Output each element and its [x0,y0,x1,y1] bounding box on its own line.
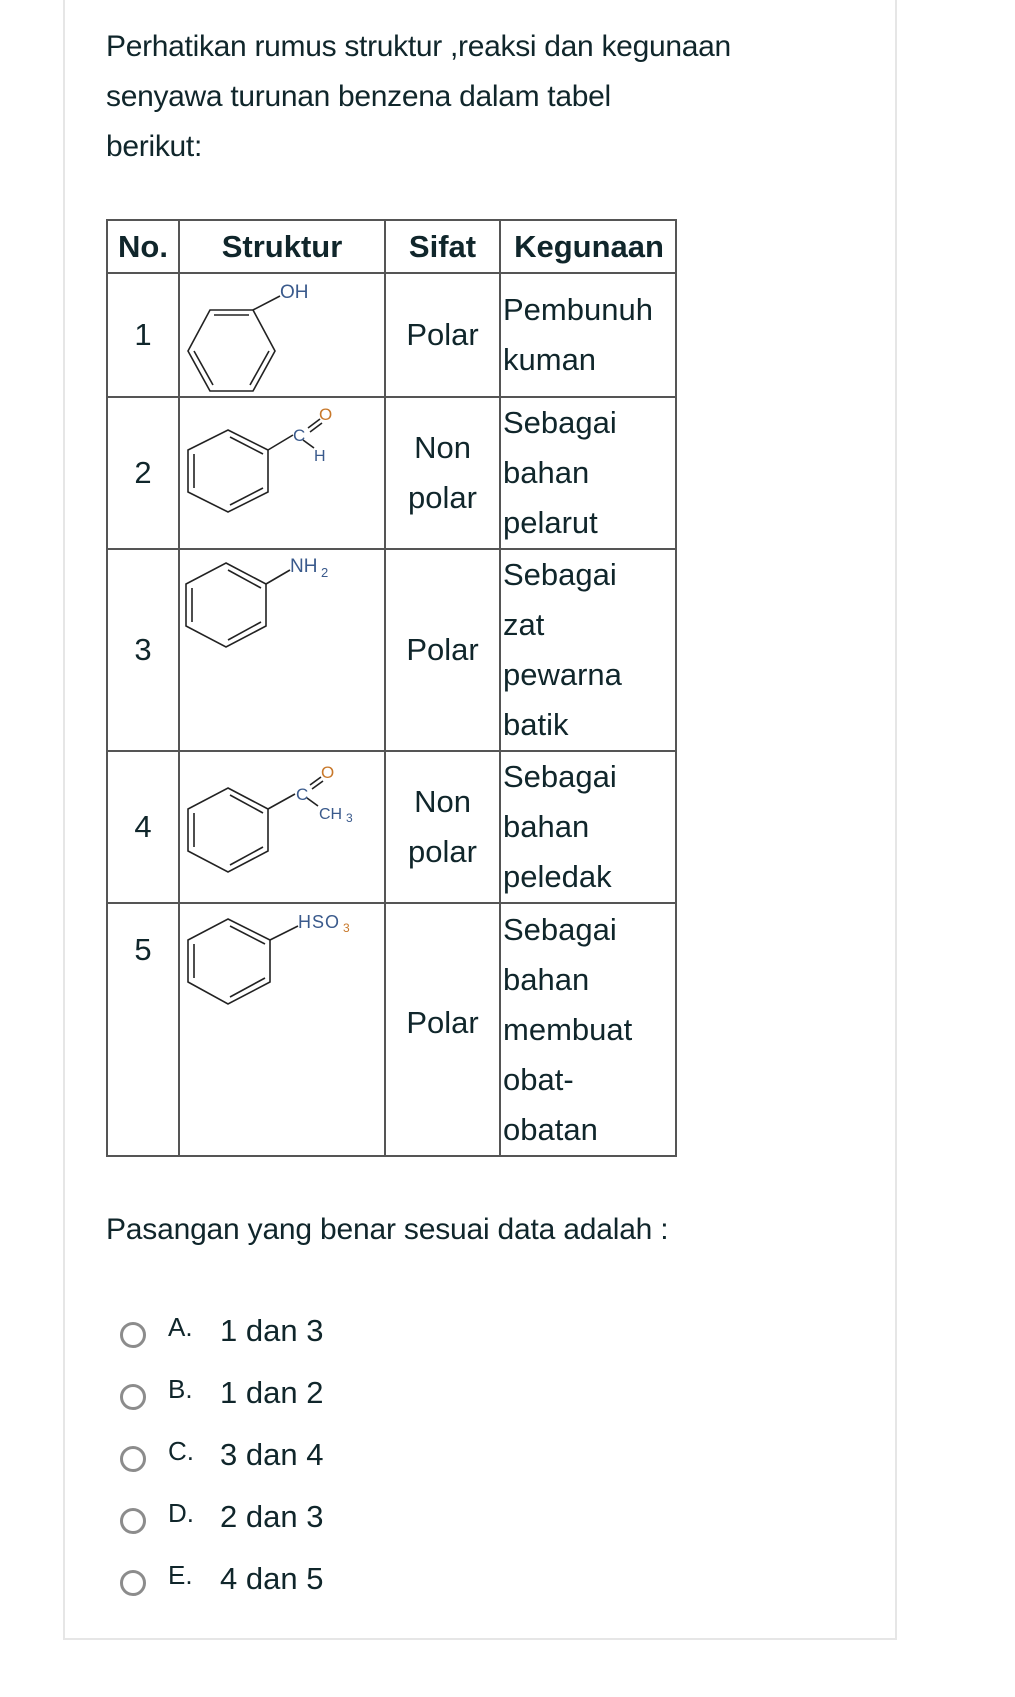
kegunaan-cell [500,273,676,397]
svg-text:C: C [296,785,309,804]
question-prompt: Pasangan yang benar sesuai data adalah : [106,1213,669,1246]
table-header-row [107,220,676,273]
radio-button-icon[interactable] [120,1446,146,1472]
kegunaan-text: Sebagai [503,911,617,947]
option-letter: B. [168,1373,193,1404]
option-b[interactable] [120,1362,323,1424]
sifat-text: polar [408,480,477,515]
radio-button-icon[interactable] [120,1384,146,1410]
kegunaan-text: Sebagai [503,557,617,592]
option-c[interactable] [120,1424,323,1486]
question-intro [106,22,866,172]
option-letter: A. [168,1311,193,1342]
sifat-text: Polar [406,1005,479,1040]
option-e[interactable] [120,1548,323,1610]
kegunaan-text: membuat [503,1011,633,1047]
sifat-text: polar [408,834,477,869]
kegunaan-cell [500,751,676,903]
sifat-cell [385,549,500,751]
sifat-cell [385,397,500,549]
structure-cell [179,549,385,751]
table-row [107,751,676,903]
option-d[interactable] [120,1486,323,1548]
option-letter: E. [168,1559,193,1590]
kegunaan-text: Sebagai [503,759,617,794]
sifat-text: Non [414,430,471,465]
kegunaan-cell [500,549,676,751]
kegunaan-text: peledak [503,859,612,894]
option-text[interactable]: 1 dan 3 [220,1313,324,1348]
intro-line: Perhatikan rumus struktur ,reaksi dan kegunaan [106,30,731,63]
kegunaan-cell [500,903,676,1156]
svg-text:O: O [321,763,335,782]
row-number: 2 [107,397,179,549]
kegunaan-text: zat [503,607,545,642]
structure-cell [179,751,385,903]
svg-text:3: 3 [343,921,350,935]
row-number: 3 [107,549,179,751]
row-number: 4 [107,751,179,903]
table-row [107,273,676,397]
option-text[interactable]: 3 dan 4 [220,1437,324,1472]
header-kegunaan: Kegunaan [500,220,676,273]
option-text[interactable]: 1 dan 2 [220,1375,324,1410]
phenol-structure-icon [180,274,384,396]
kegunaan-text: Sebagai [503,405,617,440]
table-row [107,397,676,549]
option-text[interactable]: 2 dan 3 [220,1499,324,1534]
benzene-derivatives-table [106,219,677,1157]
svg-text:H: H [314,448,326,465]
sifat-text: Non [414,784,471,819]
header-struktur: Struktur [179,220,385,273]
header-no: No. [107,220,179,273]
table-row [107,903,676,1156]
structure-cell [179,273,385,397]
answer-options [120,1300,323,1610]
header-sifat: Sifat [385,220,500,273]
kegunaan-text: kuman [503,342,597,377]
radio-button-icon[interactable] [120,1508,146,1534]
row-number: 1 [107,273,179,397]
row-number: 5 [107,903,179,1156]
option-text[interactable]: 4 dan 5 [220,1561,324,1596]
svg-text:NH: NH [290,556,318,577]
svg-text:C: C [293,426,306,445]
intro-line: berikut: [106,130,202,163]
acetophenone-structure-icon [180,752,384,902]
kegunaan-text: pelarut [503,505,598,540]
svg-text:HSO: HSO [298,912,341,932]
benzaldehyde-structure-icon [180,398,384,548]
kegunaan-text: bahan [503,455,590,490]
kegunaan-text: pewarna [503,657,622,692]
aniline-structure-icon [180,550,384,670]
option-a[interactable] [120,1300,323,1362]
sifat-cell [385,273,500,397]
table-row [107,549,676,751]
option-letter: D. [168,1497,194,1528]
kegunaan-text: bahan [503,961,590,997]
svg-text:3: 3 [346,811,353,825]
sifat-cell [385,751,500,903]
intro-line: senyawa turunan benzena dalam tabel [106,80,611,113]
sifat-text: Polar [406,317,479,352]
svg-text:OH: OH [280,282,309,303]
svg-text:2: 2 [321,565,329,580]
radio-button-icon[interactable] [120,1322,146,1348]
structure-cell [179,397,385,549]
benzenesulfonic-acid-structure-icon [180,904,384,1024]
sifat-text: Polar [406,632,479,667]
option-letter: C. [168,1435,194,1466]
kegunaan-text: obat- [503,1061,574,1097]
svg-text:O: O [319,405,333,424]
kegunaan-text: Pembunuh [503,292,653,327]
radio-button-icon[interactable] [120,1570,146,1596]
sifat-cell [385,903,500,1156]
kegunaan-text: obatan [503,1111,598,1147]
svg-text:CH: CH [319,806,343,823]
kegunaan-cell [500,397,676,549]
kegunaan-text: bahan [503,809,590,844]
kegunaan-text: batik [503,707,569,742]
structure-cell [179,903,385,1156]
